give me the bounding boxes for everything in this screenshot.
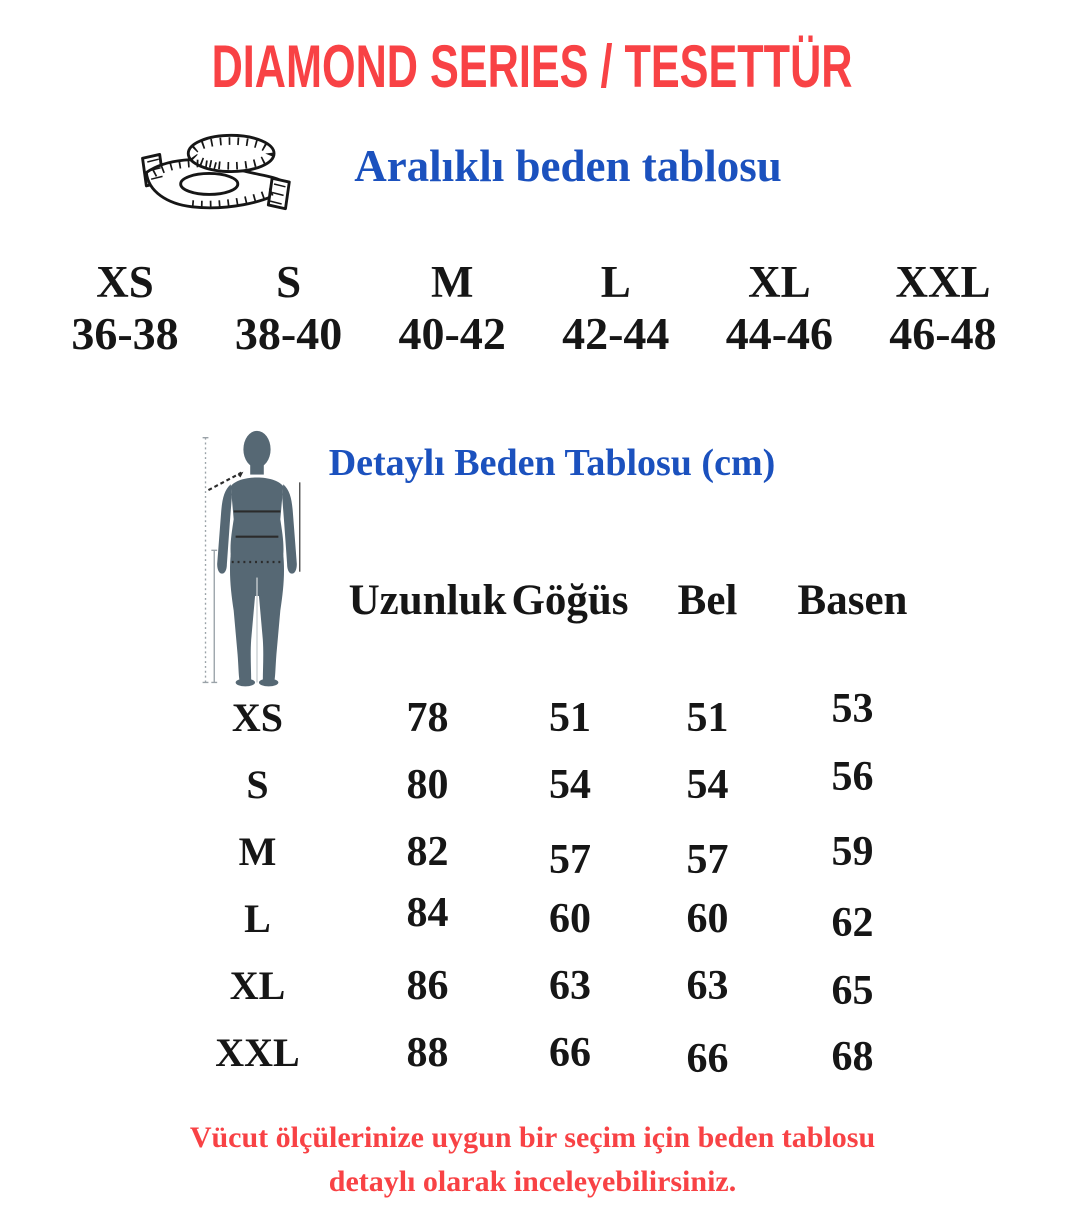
column-header-uzunluk: Uzunluk: [348, 576, 507, 624]
size-range: 36-38: [71, 308, 179, 359]
cell-uzunluk: 84: [406, 889, 449, 936]
detailed-table-header: [170, 572, 920, 628]
footer-line-2: detaylı olarak inceleyebilirsiniz.: [328, 1165, 737, 1198]
cell-uzunluk: 86: [406, 962, 449, 1009]
cell-gogus: 60: [549, 895, 591, 942]
cell-uzunluk: 82: [406, 828, 449, 875]
footer-line-1: Vücut ölçülerinize uygun bir seçim için beden tablosu: [189, 1121, 876, 1154]
cell-gogus: 54: [549, 761, 591, 808]
cell-bel: 57: [686, 836, 729, 883]
size-label: XL: [748, 257, 811, 307]
size-range: 40-42: [398, 308, 506, 359]
cell-gogus: 51: [549, 694, 591, 741]
cell-gogus: 63: [549, 962, 591, 1009]
size-range: 46-48: [889, 308, 997, 359]
cell-bel: 66: [686, 1035, 729, 1082]
column-header-basen: Basen: [797, 576, 908, 624]
interval-table-heading: Aralıklı beden tablosu: [354, 141, 782, 191]
size-range: 38-40: [234, 308, 343, 359]
size-option-m: [397, 256, 507, 360]
size-option-xl: [724, 256, 834, 360]
cell-bel: 54: [686, 761, 729, 808]
size-range: 42-44: [562, 308, 670, 359]
row-size-label: XXL: [215, 1030, 300, 1075]
size-label: S: [276, 257, 302, 307]
size-option-xs: [70, 256, 180, 360]
size-label: M: [430, 257, 474, 307]
size-option-xxl: [888, 256, 998, 360]
page-title-text: DIAMOND SERIES / TESETTÜR: [212, 33, 853, 100]
row-size-label: L: [244, 896, 271, 941]
size-range: 44-46: [725, 308, 834, 359]
cell-gogus: 57: [549, 836, 591, 883]
size-option-l: [561, 256, 671, 360]
cell-uzunluk: 88: [406, 1029, 449, 1076]
size-label: L: [600, 257, 631, 307]
cell-basen: 65: [831, 967, 874, 1014]
column-header-gogus: Göğüs: [511, 576, 629, 624]
footer-note: [0, 1116, 1065, 1204]
row-size-label: XS: [231, 695, 284, 740]
cell-bel: 63: [686, 962, 729, 1009]
cell-basen: 56: [831, 753, 874, 800]
row-size-label: XL: [229, 963, 286, 1008]
row-size-label: M: [238, 829, 277, 874]
cell-bel: 51: [686, 694, 729, 741]
row-size-label: S: [246, 762, 269, 807]
cell-gogus: 66: [549, 1029, 591, 1076]
size-option-s: [234, 256, 344, 360]
cell-uzunluk: 78: [406, 694, 449, 741]
cell-bel: 60: [686, 895, 729, 942]
header-spacer: [170, 572, 345, 628]
cell-basen: 62: [831, 899, 874, 946]
detailed-table-body: [170, 684, 920, 1086]
cell-basen: 53: [831, 685, 874, 732]
cell-basen: 68: [831, 1033, 874, 1080]
cell-basen: 59: [831, 828, 874, 875]
size-label: XXL: [895, 257, 991, 307]
body-measurements-icon: [196, 426, 318, 698]
column-header-bel: Bel: [677, 576, 738, 624]
size-label: XS: [96, 257, 154, 307]
measuring-tape-icon: [133, 122, 295, 224]
interval-size-row: [70, 256, 998, 360]
cell-uzunluk: 80: [406, 761, 449, 808]
page-title: [0, 33, 1065, 100]
detailed-table-heading: Detaylı Beden Tablosu (cm): [328, 442, 776, 484]
